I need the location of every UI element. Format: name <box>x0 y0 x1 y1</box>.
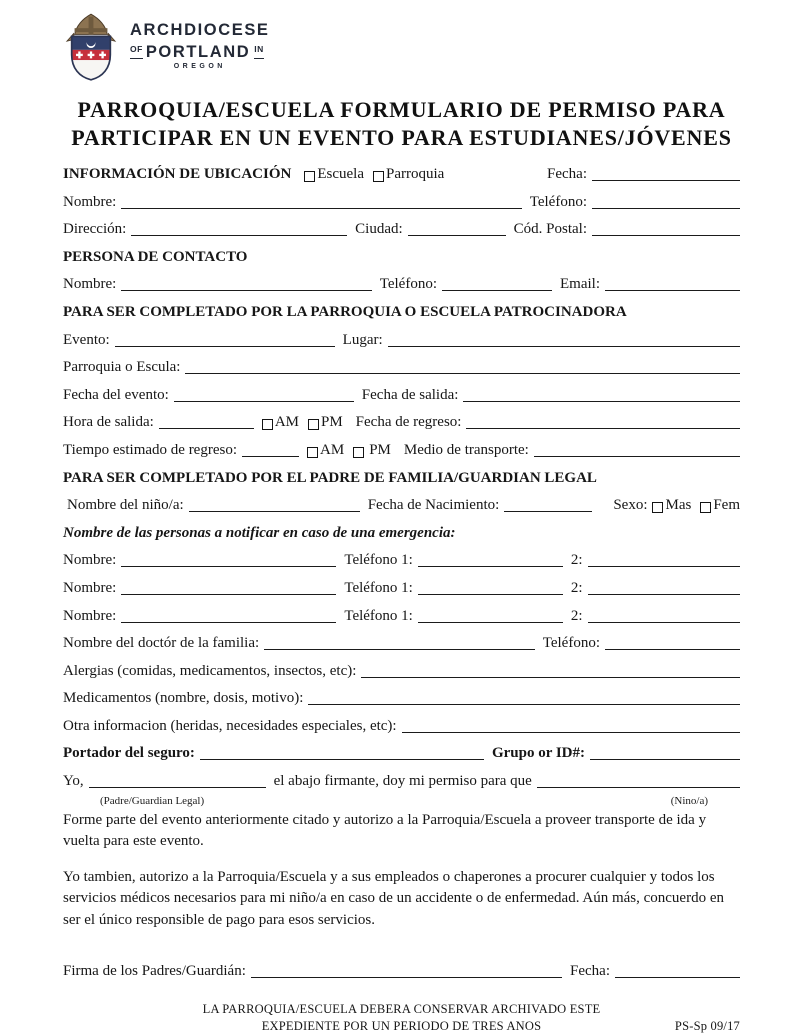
row-allergies <box>63 662 740 681</box>
sexo-mas-checkbox[interactable] <box>652 502 663 513</box>
form-title <box>63 96 740 152</box>
padre-caption: (Padre/Guardian Legal) <box>100 794 205 807</box>
row-child-info <box>63 496 740 515</box>
regreso-pm-label: PM <box>369 441 391 458</box>
emergency-nombre-blank[interactable] <box>121 622 336 623</box>
fecha-regreso-blank[interactable] <box>466 428 740 429</box>
row-medications <box>63 689 740 708</box>
transporte-label: Medio de transporte: <box>403 441 529 458</box>
emergency-tel2-label: 2: <box>570 579 583 596</box>
nacimiento-blank[interactable] <box>504 511 592 512</box>
firmante-text: el abajo firmante, doy mi permiso para que <box>273 773 532 790</box>
sexo-mas-label: Mas <box>665 497 692 514</box>
parroquia-escula-label: Parroquia o Escula: <box>63 359 181 376</box>
guardian-section-heading: PARA SER COMPLETADO POR EL PADRE DE FAMILIA/GUARDIAN LEGAL <box>63 469 597 486</box>
telefono-blank[interactable] <box>592 208 740 209</box>
fecha-salida-blank[interactable] <box>463 401 740 402</box>
row-parish <box>63 358 740 377</box>
row-departure <box>63 413 740 432</box>
emergency-tel2-blank[interactable] <box>588 622 740 623</box>
emergency-nombre-blank[interactable] <box>121 566 336 567</box>
emergency-heading: Nombre de las personas a notificar en caso de una emergencia: <box>63 524 456 541</box>
row-signature <box>63 962 740 981</box>
fecha-salida-label: Fecha de salida: <box>361 386 459 403</box>
fecha-label: Fecha: <box>547 166 587 182</box>
regreso-am-label: AM <box>320 441 345 458</box>
row-doctor <box>63 634 740 653</box>
archdiocese-logo <box>63 12 740 86</box>
emergency-tel1-blank[interactable] <box>418 622 563 623</box>
grupo-id-blank[interactable] <box>590 759 740 760</box>
contact-section-heading: PERSONA DE CONTACTO <box>63 248 248 265</box>
emergency-tel1-blank[interactable] <box>418 594 563 595</box>
lugar-blank[interactable] <box>388 346 740 347</box>
direccion-blank[interactable] <box>131 235 347 236</box>
salida-am-label: AM <box>274 414 299 431</box>
location-section-heading: INFORMACIÓN DE UBICACIÓN <box>63 166 292 182</box>
row-contact-heading <box>63 248 740 267</box>
logo-of-text: OF <box>130 40 143 59</box>
firma-blank[interactable] <box>251 977 562 978</box>
fecha-regreso-label: Fecha de regreso: <box>355 414 462 431</box>
escuela-label: Escuela <box>317 166 364 182</box>
doctor-label: Nombre del doctór de la familia: <box>63 635 260 652</box>
fecha-blank[interactable] <box>592 180 740 181</box>
contact-telefono-blank[interactable] <box>442 290 552 291</box>
evento-label: Evento: <box>63 331 110 348</box>
form-title-line1: PARROQUIA/ESCUELA FORMULARIO DE PERMISO PARA <box>77 97 726 122</box>
row-emergency-1 <box>63 551 740 570</box>
emergency-tel2-blank[interactable] <box>588 594 740 595</box>
footer-line2: EXPEDIENTE POR UN PERIODO DE TRES ANOS <box>261 1018 542 1033</box>
firma-fecha-blank[interactable] <box>615 977 740 978</box>
nino-permiso-blank[interactable] <box>537 787 740 788</box>
archdiocese-crest-icon <box>63 12 119 82</box>
doctor-blank[interactable] <box>264 649 535 650</box>
paragraph-medical: Yo tambien, autorizo a la Parroquia/Escuela y a sus empleados o chaperones a procurer cualquier y todos los servicios médicos necesarios para mi niño/a en caso de un accidente o de enfermedad. Aún más, concuerdo en ser el único responsible de pago para esos servicios. <box>63 868 724 928</box>
fecha-evento-blank[interactable] <box>174 401 354 402</box>
logo-oregon-text: OREGON <box>173 63 226 70</box>
escuela-checkbox[interactable] <box>304 171 315 182</box>
nombre-label: Nombre: <box>63 193 117 210</box>
row-location-address <box>63 220 740 239</box>
otra-info-label: Otra informacion (heridas, necesidades especiales, etc): <box>63 717 397 734</box>
telefono-label: Teléfono: <box>529 193 587 210</box>
email-label: Email: <box>560 276 600 293</box>
otra-info-blank[interactable] <box>402 732 740 733</box>
nino-caption: (Nino/a) <box>670 794 708 807</box>
ciudad-blank[interactable] <box>408 235 506 236</box>
contact-nombre-blank[interactable] <box>121 290 371 291</box>
doctor-telefono-blank[interactable] <box>605 649 740 650</box>
row-emergency-2 <box>63 579 740 598</box>
row-guardian-heading <box>63 469 740 488</box>
hora-salida-label: Hora de salida: <box>63 414 154 431</box>
ciudad-label: Ciudad: <box>355 221 403 238</box>
nino-nombre-label: Nombre del niño/a: <box>67 497 184 514</box>
sponsor-section-heading: PARA SER COMPLETADO POR LA PARROQUIA O ESCUELA PATROCINADORA <box>63 303 627 320</box>
emergency-tel1-label: Teléfono 1: <box>344 579 413 596</box>
tiempo-regreso-label: Tiempo estimado de regreso: <box>63 441 238 458</box>
emergency-tel2-label: 2: <box>570 607 583 624</box>
yo-label: Yo, <box>63 773 84 790</box>
salida-am-checkbox[interactable] <box>262 419 273 430</box>
emergency-tel2-blank[interactable] <box>588 566 740 567</box>
emergency-nombre-blank[interactable] <box>121 594 336 595</box>
padre-firmante-blank[interactable] <box>89 787 266 788</box>
emergency-tel2-label: 2: <box>570 552 583 569</box>
salida-pm-checkbox[interactable] <box>308 419 319 430</box>
contact-nombre-label: Nombre: <box>63 276 117 293</box>
row-event-dates <box>63 386 740 405</box>
seguro-blank[interactable] <box>200 759 484 760</box>
medicamentos-blank[interactable] <box>308 704 740 705</box>
email-blank[interactable] <box>605 290 740 291</box>
emergency-tel1-label: Teléfono 1: <box>344 552 413 569</box>
logo-archdiocese-text: ARCHDIOCESE <box>130 21 270 39</box>
direccion-label: Dirección: <box>63 221 127 238</box>
alergias-blank[interactable] <box>361 677 740 678</box>
nino-nombre-blank[interactable] <box>189 511 360 512</box>
emergency-nombre-label: Nombre: <box>63 579 117 596</box>
contact-telefono-label: Teléfono: <box>379 276 437 293</box>
salida-pm-label: PM <box>320 414 343 431</box>
seguro-label: Portador del seguro: <box>63 745 195 762</box>
row-contact-info <box>63 275 740 294</box>
row-return <box>63 441 740 460</box>
nacimiento-label: Fecha de Nacimiento: <box>367 497 500 514</box>
row-insurance <box>63 744 740 763</box>
row-location-heading <box>63 165 740 184</box>
row-event <box>63 331 740 350</box>
paragraph-transport: Forme parte del evento anteriormente citado y autorizo a la Parroquia/Escuela a proveer transporte de ida y vuelta para este evento. <box>63 811 707 850</box>
lugar-label: Lugar: <box>342 331 383 348</box>
footer-line1: LA PARROQUIA/ESCUELA DEBERA CONSERVAR ARCHIVADO ESTE <box>202 1002 601 1017</box>
parroquia-checkbox[interactable] <box>373 171 384 182</box>
alergias-label: Alergias (comidas, medicamentos, insectos, etc): <box>63 662 357 679</box>
row-emergency-3 <box>63 607 740 626</box>
row-other-info <box>63 717 740 736</box>
emergency-tel1-label: Teléfono 1: <box>344 607 413 624</box>
form-code: PS-Sp 09/17 <box>674 1018 740 1033</box>
logo-text <box>130 12 270 70</box>
row-sponsor-heading <box>63 303 740 322</box>
fecha-evento-label: Fecha del evento: <box>63 386 169 403</box>
tiempo-regreso-blank[interactable] <box>242 456 299 457</box>
emergency-nombre-label: Nombre: <box>63 552 117 569</box>
footer <box>63 1001 740 1034</box>
hora-salida-blank[interactable] <box>159 428 254 429</box>
form-title-line2: PARTICIPAR EN UN EVENTO PARA ESTUDIANES/JÓVENES <box>71 125 732 150</box>
regreso-am-checkbox[interactable] <box>307 447 318 458</box>
nombre-blank[interactable] <box>121 208 521 209</box>
sexo-fem-label: Fem <box>713 497 740 514</box>
regreso-pm-checkbox[interactable] <box>353 447 364 458</box>
logo-portland-text: PORTLAND <box>145 43 251 61</box>
sexo-fem-checkbox[interactable] <box>700 502 711 513</box>
cod-postal-blank[interactable] <box>592 235 740 236</box>
emergency-nombre-label: Nombre: <box>63 607 117 624</box>
transporte-blank[interactable] <box>534 456 740 457</box>
row-permission-statement <box>63 772 740 791</box>
evento-blank[interactable] <box>115 346 335 347</box>
grupo-id-label: Grupo or ID#: <box>491 745 585 762</box>
parroquia-escula-blank[interactable] <box>185 373 740 374</box>
logo-in-text: IN <box>254 40 264 59</box>
parroquia-label: Parroquia <box>385 166 445 182</box>
emergency-tel1-blank[interactable] <box>418 566 563 567</box>
doctor-telefono-label: Teléfono: <box>542 635 600 652</box>
firma-fecha-label: Fecha: <box>570 963 610 980</box>
firma-label: Firma de los Padres/Guardián: <box>63 963 246 980</box>
sexo-label: Sexo: <box>613 497 648 514</box>
medicamentos-label: Medicamentos (nombre, dosis, motivo): <box>63 690 304 707</box>
cod-postal-label: Cód. Postal: <box>513 221 587 238</box>
row-location-name <box>63 193 740 212</box>
row-emergency-heading <box>63 524 740 543</box>
row-permission-captions <box>63 795 740 808</box>
